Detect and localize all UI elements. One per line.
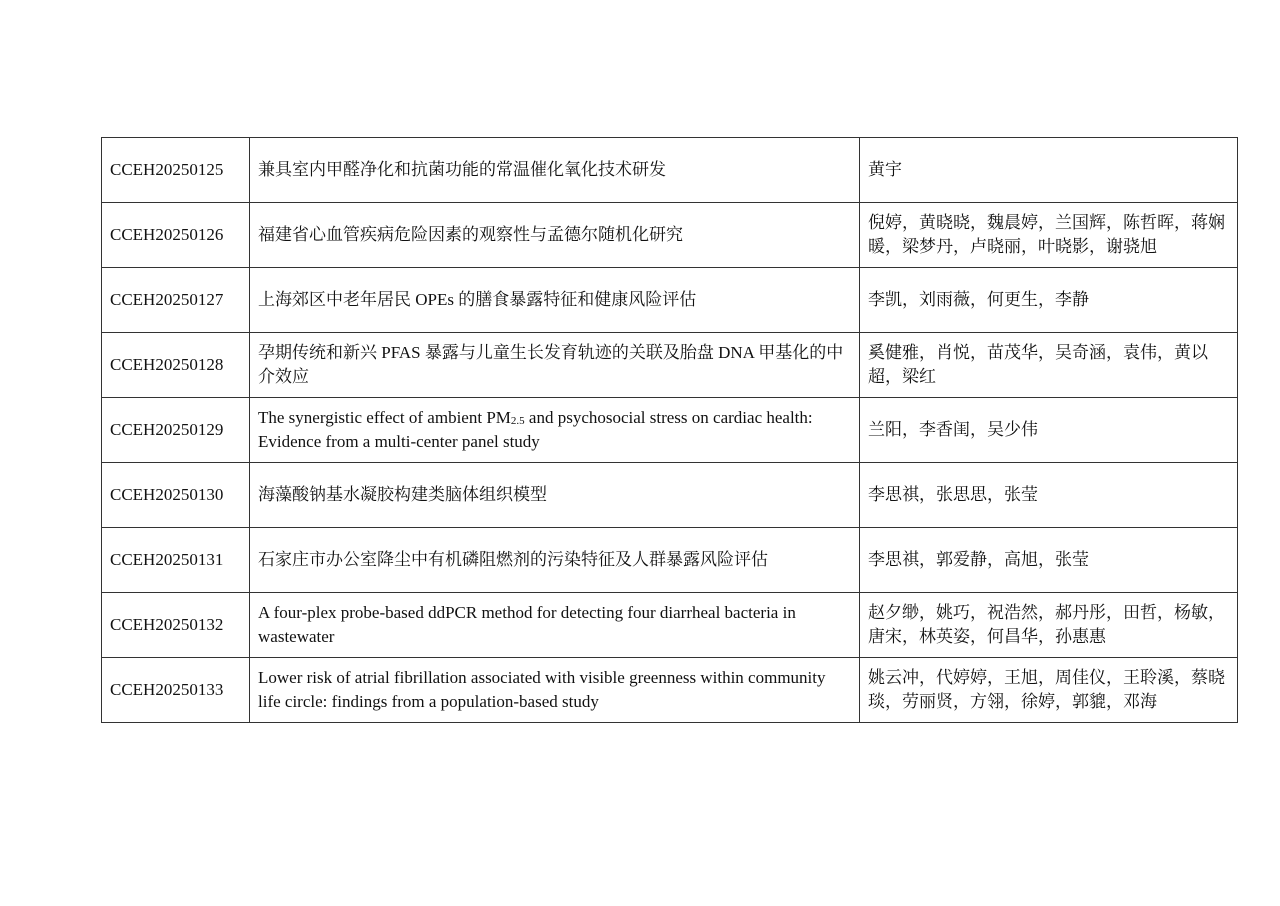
table-row — [102, 398, 1238, 463]
project-title: 上海郊区中老年居民 OPEs 的膳食暴露特征和健康风险评估 — [250, 268, 860, 333]
project-title: 兼具室内甲醛净化和抗菌功能的常温催化氧化技术研发 — [250, 138, 860, 203]
table-row — [102, 333, 1238, 398]
project-id: CCEH20250133 — [102, 658, 250, 723]
project-members: 倪婷，黄晓晓，魏晨婷，兰国辉，陈哲晖，蒋娴暖，梁梦丹，卢晓丽，叶晓影，谢骁旭 — [860, 203, 1238, 268]
project-members: 李凯，刘雨薇，何更生，李静 — [860, 268, 1238, 333]
project-title: 石家庄市办公室降尘中有机磷阻燃剂的污染特征及人群暴露风险评估 — [250, 528, 860, 593]
title-subscript: 2.5 — [510, 415, 525, 427]
project-id: CCEH20250130 — [102, 463, 250, 528]
table-row — [102, 463, 1238, 528]
table-row — [102, 138, 1238, 203]
project-title: A four-plex probe-based ddPCR method for detecting four diarrheal bacteria in wastewater — [250, 593, 860, 658]
project-members: 李思祺，郭爱静，高旭，张莹 — [860, 528, 1238, 593]
project-members: 奚健雅，肖悦，苗茂华，吴奇涵，袁伟，黄以超，梁红 — [860, 333, 1238, 398]
table-row — [102, 203, 1238, 268]
project-id: CCEH20250126 — [102, 203, 250, 268]
project-id: CCEH20250127 — [102, 268, 250, 333]
project-table-body — [102, 138, 1238, 723]
project-members: 姚云冲，代婷婷，王旭，周佳仪，王聆溪，蔡晓琰，劳丽贤，方翎，徐婷，郭貔，邓海 — [860, 658, 1238, 723]
project-title: 海藻酸钠基水凝胶构建类脑体组织模型 — [250, 463, 860, 528]
project-members: 李思祺，张思思，张莹 — [860, 463, 1238, 528]
table-row — [102, 593, 1238, 658]
title-text-before: The synergistic effect of ambient PM — [258, 408, 511, 427]
project-table — [101, 137, 1238, 723]
table-row — [102, 658, 1238, 723]
project-id: CCEH20250132 — [102, 593, 250, 658]
project-members: 黄宇 — [860, 138, 1238, 203]
table-row — [102, 528, 1238, 593]
project-id: CCEH20250128 — [102, 333, 250, 398]
project-id: CCEH20250125 — [102, 138, 250, 203]
project-title: 福建省心血管疾病危险因素的观察性与孟德尔随机化研究 — [250, 203, 860, 268]
project-title: Lower risk of atrial fibrillation associated with visible greenness within community life circle: findings from a population-based study — [250, 658, 860, 723]
project-members: 兰阳，李香闺，吴少伟 — [860, 398, 1238, 463]
project-id: CCEH20250131 — [102, 528, 250, 593]
project-id: CCEH20250129 — [102, 398, 250, 463]
project-members: 赵夕缈，姚巧，祝浩然，郝丹彤，田哲，杨敏，唐宋，林英姿，何昌华，孙惠惠 — [860, 593, 1238, 658]
project-title — [250, 398, 860, 463]
project-title: 孕期传统和新兴 PFAS 暴露与儿童生长发育轨迹的关联及胎盘 DNA 甲基化的中介效应 — [250, 333, 860, 398]
table-row — [102, 268, 1238, 333]
title-text-after: and psychosocial stress on cardiac health: Evidence from a multi-center panel study — [258, 408, 813, 451]
